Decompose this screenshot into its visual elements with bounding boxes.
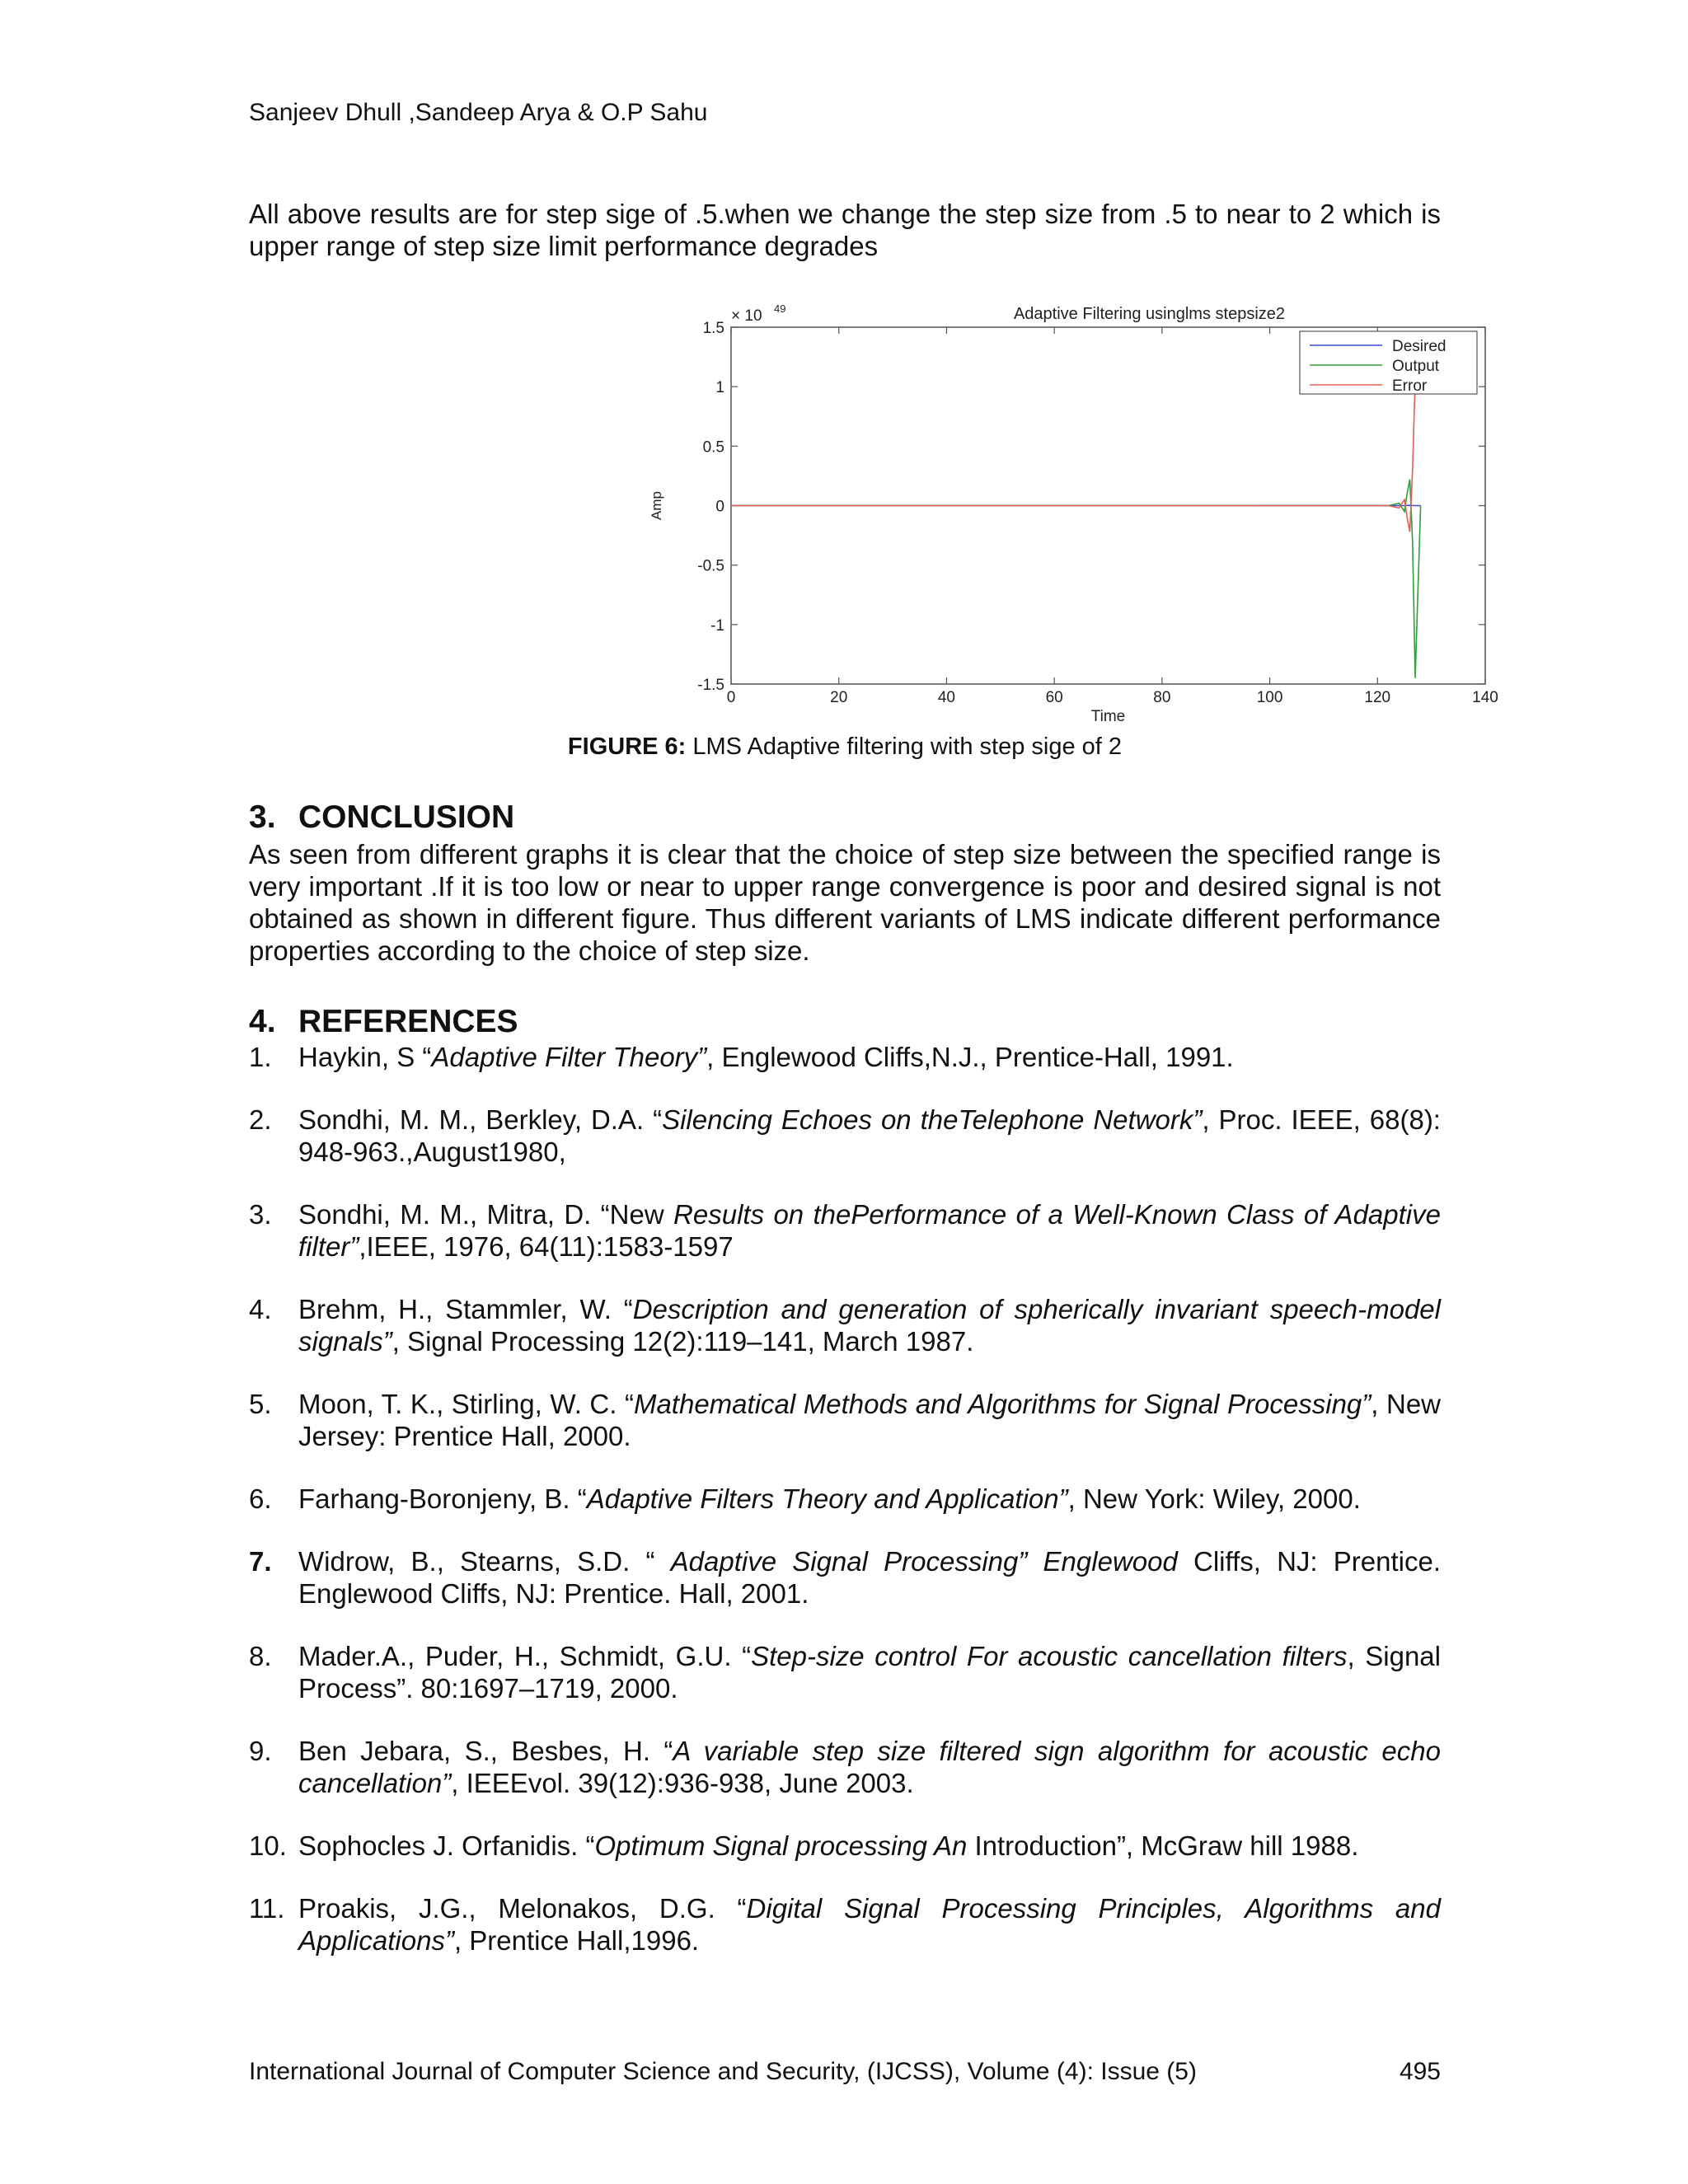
y-multiplier-label: × 10 [731,307,762,325]
conclusion-paragraph: As seen from different graphs it is clear that the choice of step size between the specified range is very important .If it is too low or near to upper range convergence is poor and desired signal is not obtained as shown in different figure. Thus different variants of LMS indicate different performance properties according to the choice of step size. [249,839,1441,966]
reference-item [249,1041,1441,1073]
reference-source: ,IEEE, 1976, 64(11):1583-1597 [359,1231,734,1262]
y-tick-label: 0 [715,498,724,516]
reference-source: , IEEEvol. 39(12):936-938, June 2003. [451,1768,914,1798]
x-tick-label: 0 [726,689,736,706]
reference-number: 8. [249,1641,272,1671]
conclusion-title: CONCLUSION [298,799,515,835]
chart-title: Adaptive Filtering usinglms stepsize2 [1013,305,1286,323]
reference-source: Introduction”, McGraw hill 1988. [967,1830,1359,1861]
reference-authors: Haykin, S “ [298,1042,432,1072]
running-header: Sanjeev Dhull ,Sandeep Arya & O.P Sahu [249,99,708,126]
footer-journal: International Journal of Computer Science and Security, (IJCSS), Volume (4): Issue (5) [249,2058,1197,2085]
conclusion-heading [249,799,514,836]
page-number: 495 [1399,2058,1441,2085]
reference-number: 4. [249,1294,272,1324]
reference-authors: Sophocles J. Orfanidis. “ [298,1830,595,1861]
x-tick-label: 40 [937,689,955,706]
x-axis-label: Time [1090,708,1126,725]
lms-chart [393,293,1514,729]
reference-authors: Ben Jebara, S., Besbes, H. “ [298,1736,673,1766]
reference-title: Results on thePerformance of a Well-Known Class of Adaptive filter” [298,1199,1441,1262]
reference-title: Digital Signal Processing Principles, Algorithms and Applications” [298,1893,1441,1956]
reference-title: Adaptive Filters Theory and Application” [586,1483,1068,1514]
reference-item [249,1104,1441,1168]
reference-item [249,1483,1441,1515]
reference-number: 7. [249,1546,272,1577]
figure-6 [393,293,1514,729]
x-tick-label: 20 [830,689,848,706]
reference-number: 10. [249,1830,287,1861]
y-tick-label: 1 [715,379,724,397]
legend-label-error: Error [1392,377,1428,395]
y-multiplier-exponent: 49 [774,302,786,315]
reference-item [249,1388,1441,1452]
reference-authors: Brehm, H., Stammler, W. “ [298,1294,633,1324]
y-axis-label: Amp [649,491,664,520]
conclusion-number: 3. [249,799,276,835]
reference-title: Silencing Echoes on theTelephone Network” [662,1104,1203,1135]
x-tick-label: 100 [1256,689,1283,706]
reference-source: , Signal Processing 12(2):119–141, March 1987. [392,1326,974,1357]
reference-authors: Moon, T. K., Stirling, W. C. “ [298,1389,634,1419]
reference-list [249,1041,1441,1987]
reference-title: Adaptive Filter Theory” [431,1042,707,1072]
reference-number: 9. [249,1736,272,1766]
reference-authors: Proakis, J.G., Melonakos, D.G. “ [298,1893,747,1924]
legend-label-output: Output [1392,358,1440,375]
reference-number: 2. [249,1104,272,1135]
references-title: REFERENCES [298,1004,518,1039]
x-tick-label: 140 [1472,689,1498,706]
y-tick-label: 1.5 [702,320,724,337]
reference-title: Mathematical Methods and Algorithms for Signal Processing” [633,1389,1372,1419]
references-number: 4. [249,1004,276,1039]
y-tick-label: -1 [710,616,724,635]
reference-authors: Widrow, B., Stearns, S.D. “ [298,1546,671,1577]
reference-item [249,1892,1441,1957]
reference-number: 3. [249,1199,272,1230]
reference-number: 1. [249,1042,272,1072]
y-tick-label: 0.5 [702,438,724,457]
reference-title: Step-size control For acoustic cancellation filters [751,1641,1348,1671]
reference-item [249,1830,1441,1862]
reference-source: , Proc. IEEE, 68(8): 948-963.,August1980, [298,1104,1441,1167]
reference-item [249,1198,1441,1263]
x-tick-label: 60 [1045,689,1063,706]
reference-source: , New Jersey: Prentice Hall, 2000. [298,1389,1442,1451]
reference-title: Description and generation of spherically invariant speech-model signals” [298,1294,1441,1357]
reference-source: Cliffs, NJ: Prentice. Englewood Cliffs, NJ: Prentice. Hall, 2001. [298,1546,1441,1609]
reference-number: 5. [249,1389,272,1419]
reference-source: , New York: Wiley, 2000. [1067,1483,1361,1514]
y-tick-label: -0.5 [697,557,724,575]
reference-source: , Prentice Hall,1996. [453,1925,700,1956]
reference-number: 11. [249,1893,285,1924]
figure-caption-text: LMS Adaptive filtering with step sige of 2 [686,733,1123,760]
reference-number: 6. [249,1483,272,1514]
y-tick-label: -1.5 [697,677,724,694]
legend-label-desired: Desired [1392,338,1447,355]
page-footer [249,2058,1441,2086]
references-heading [249,1004,518,1040]
x-tick-label: 120 [1364,689,1391,706]
figure-caption-label: FIGURE 6: [567,733,687,760]
reference-authors: Farhang-Boronjeny, B. “ [298,1483,587,1514]
reference-authors: Sondhi, M. M., Berkley, D.A. “ [298,1104,663,1135]
reference-item [249,1640,1441,1704]
reference-title: A variable step size filtered sign algorithm for acoustic echo cancellation” [298,1736,1441,1798]
reference-source: , Signal Process”. 80:1697–1719, 2000. [298,1641,1441,1704]
reference-item [249,1735,1441,1799]
x-tick-label: 80 [1153,689,1171,706]
intro-paragraph: All above results are for step sige of .5.when we change the step size from .5 to near to 2 which is upper range of step size limit performance degrades [249,199,1441,261]
figure-caption [249,733,1441,761]
reference-title: Optimum Signal processing An [594,1830,968,1861]
reference-source: , Englewood Cliffs,N.J., Prentice-Hall, 1991. [706,1042,1234,1072]
reference-title: Adaptive Signal Processing” Englewood [670,1546,1178,1577]
paper-page [249,0,1498,2184]
reference-authors: Mader.A., Puder, H., Schmidt, G.U. “ [298,1641,752,1671]
reference-authors: Sondhi, M. M., Mitra, D. “New [298,1199,674,1230]
reference-item [249,1293,1441,1357]
reference-item [249,1545,1441,1610]
